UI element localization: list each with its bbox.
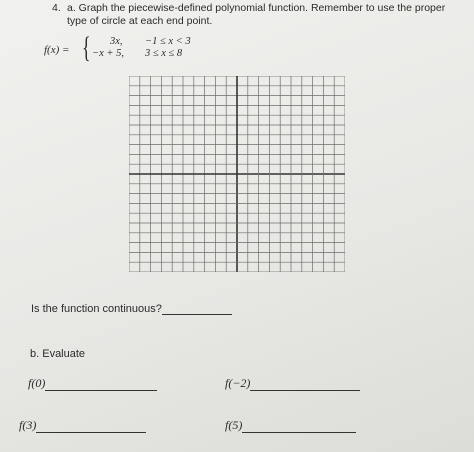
eval-f0-label: f(0)	[28, 376, 46, 390]
case1-expression: 3x,	[110, 36, 123, 47]
eval-fneg2-answer-line[interactable]	[250, 390, 360, 391]
coordinate-grid-svg	[129, 76, 345, 272]
part-b-label: b. Evaluate	[30, 348, 86, 360]
part-a-instructions: a. Graph the piecewise-defined polynomial function. Remember to use the proper type of circle at each end point.	[67, 2, 446, 27]
eval-fneg2-label: f(−2)	[225, 376, 251, 390]
eval-f3-answer-line[interactable]	[36, 432, 146, 433]
eval-fneg2	[225, 376, 360, 391]
function-lhs: f(x) =	[44, 44, 70, 56]
eval-f5-label: f(5)	[225, 418, 243, 432]
continuity-answer-line[interactable]	[162, 314, 232, 315]
case1-domain: −1 ≤ x < 3	[145, 36, 191, 47]
graph-grid[interactable]	[129, 76, 345, 277]
eval-f3	[19, 418, 146, 433]
eval-f0	[28, 376, 157, 391]
case2-expression: −x + 5,	[92, 48, 124, 59]
eval-f5	[225, 418, 356, 433]
eval-f3-label: f(3)	[19, 418, 37, 432]
continuity-question	[31, 303, 232, 315]
question-number: 4.	[52, 2, 61, 14]
eval-f5-answer-line[interactable]	[242, 432, 356, 433]
continuity-question-text: Is the function continuous?	[31, 303, 162, 315]
case2-domain: 3 ≤ x ≤ 8	[145, 48, 183, 59]
piecewise-brace: {	[82, 31, 91, 64]
eval-f0-answer-line[interactable]	[45, 390, 157, 391]
